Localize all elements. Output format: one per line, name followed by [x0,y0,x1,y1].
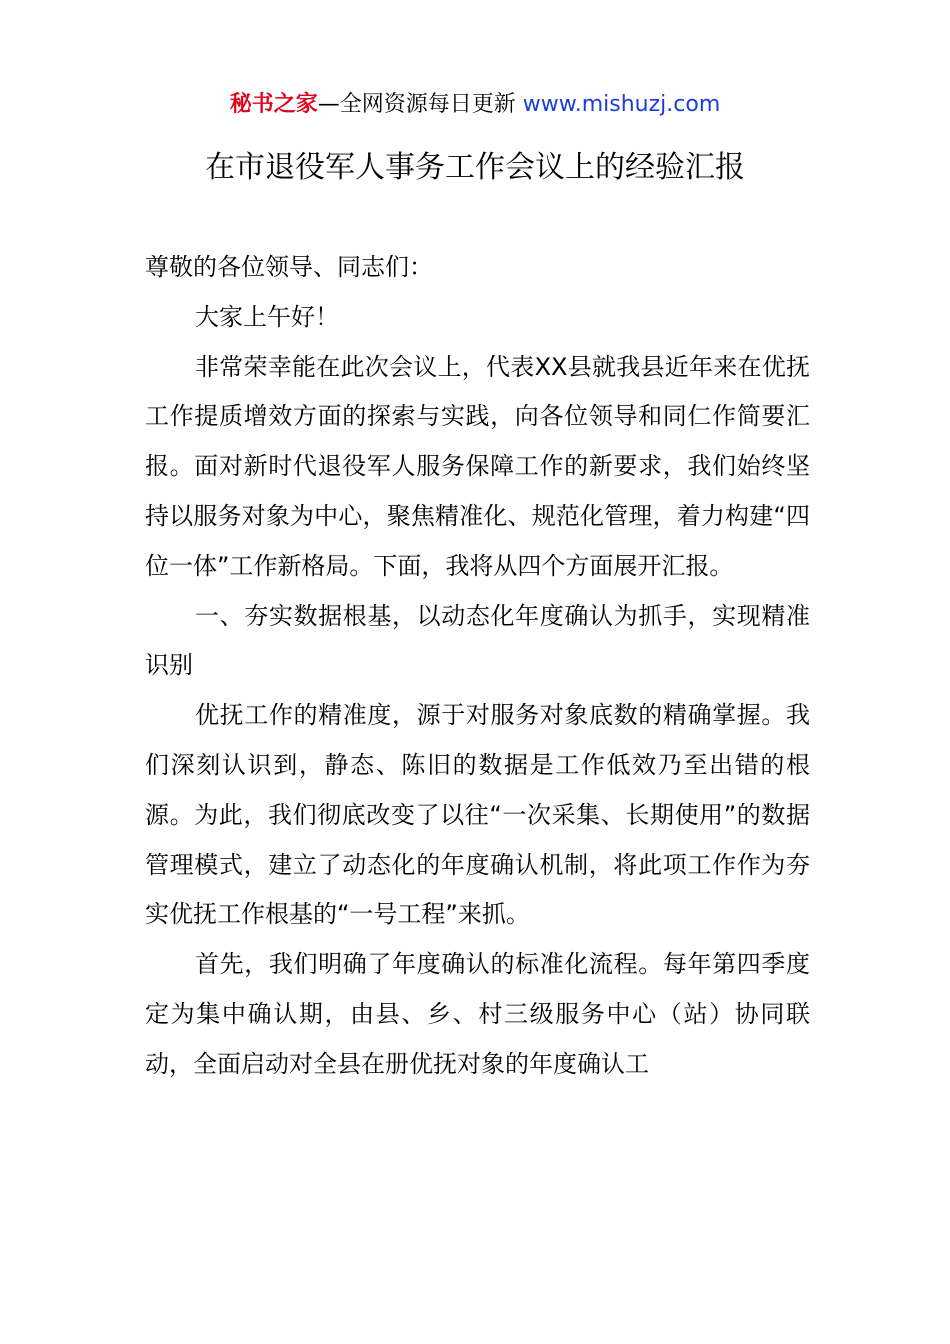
intro-paragraph: 非常荣幸能在此次会议上，代表XX县就我县近年来在优抚工作提质增效方面的探索与实践，向各位领导和同仁作简要汇报。面对新时代退役军人服务保障工作的新要求，我们始终坚持以服务对象为中心，聚焦精准化、规范化管理，着力构建“四位一体”工作新格局。下面，我将从四个方面展开汇报。 [145,352,810,580]
greeting-paragraph: 大家上午好！ [195,302,339,331]
body-paragraph: 首先，我们明确了年度确认的标准化流程。每年第四季度定为集中确认期，由县、乡、村三级服务中心（站）协同联动，全面启动对全县在册优抚对象的年度确认工 [145,950,810,1078]
salutation: 尊敬的各位领导、同志们： [145,253,433,281]
section-heading: 一、夯实数据根基，以动态化年度确认为抓手，实现精准识别 [145,601,810,680]
header-slogan: —全网资源每日更新 [317,92,523,117]
site-url-link[interactable]: www.mishuzj.com [522,92,721,117]
body-paragraph: 优抚工作的精准度，源于对服务对象底数的精确掌握。我们深刻认识到，静态、陈旧的数据是工作低效乃至出错的根源。为此，我们彻底改变了以往“一次采集、长期使用”的数据管理模式，建立了动态化的年度确认机制，将此项工作作为夯实优抚工作根基的“一号工程”来抓。 [145,701,810,929]
site-header [0,88,950,122]
document-title: 在市退役军人事务工作会议上的经验汇报 [205,150,745,185]
brand-name: 秘书之家 [229,92,318,117]
document-body [145,243,810,1090]
